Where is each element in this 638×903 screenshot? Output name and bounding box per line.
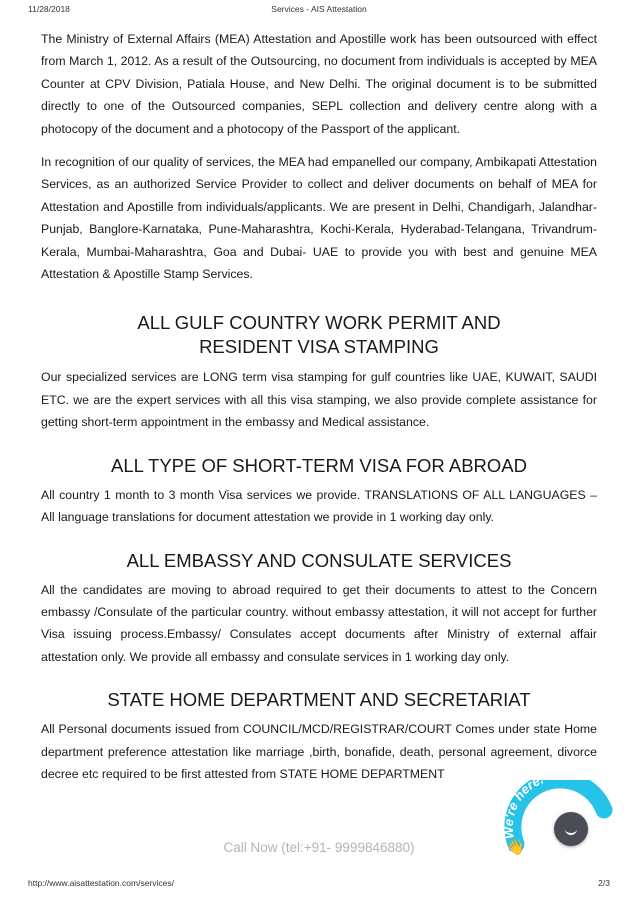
section-heading-short-term-visa: ALL TYPE OF SHORT-TERM VISA FOR ABROAD xyxy=(110,454,527,476)
wave-emoji-icon: 👋 xyxy=(506,839,525,856)
call-now-link[interactable]: Call Now (tel:+91- 9999846880) xyxy=(223,840,415,855)
intro-paragraph: In recognition of our quality of services, the MEA had empanelled our company, Ambikapati Attestation Services, as an authorized Service Provider to collect and deliver documents on behalf of MEA for Attestation and Apostille from individuals/applicants. We are present in Delhi, Chandigarh, Jalandhar-Punjab, Banglore-Karnataka, Pune-Maharashtra, Kochi-Kerala, Hyderabad-Telangana, Trivandrum-Kerala, Mumbai-Maharashtra, Goa and Dubai- UAE to provide you with best and genuine MEA Attestation & Apostille Stamp Services. xyxy=(41,155,597,282)
print-date: 11/28/2018 xyxy=(28,4,70,14)
section-body-embassy-services: All the candidates are moving to abroad required to get their documents to attest to the Concern embassy /Consulate of the particular country. without embassy attestation, it will not accept for further Visa issuing process.Embassy/ Consulates accept documents after Ministry of external affair attestation only. We provide all embassy and consulate services in 1 working day only. xyxy=(41,582,597,664)
chat-badge-text: We're here xyxy=(500,780,543,840)
print-page-title: Services - AIS Attestation xyxy=(271,4,367,14)
smile-icon xyxy=(565,827,577,835)
section-body-gulf-visa: Our specialized services are LONG term visa stamping for gulf countries like UAE, KUWAIT, SAUDI ETC. we are the expert services with all this visa stamping, we also provide complete assistance for getting short-term appointment in the embassy and Medical assistance. xyxy=(41,370,597,430)
section-heading-state-home-dept: STATE HOME DEPARTMENT AND SECRETARIAT xyxy=(107,689,531,711)
page-number: 2/3 xyxy=(598,878,610,888)
section-body-state-home-dept: All Personal documents issued from COUNCIL/MCD/REGISTRAR/COURT Comes under state Home department preference attestation like marriage ,birth, bonafide, death, personal agreement, divorce decree etc required to be first attested from STATE HOME DEPARTMENT xyxy=(41,722,597,781)
section-body-short-term-visa: All country 1 month to 3 month Visa services we provide. TRANSLATIONS OF ALL LANGUAGES – All language translations for document attestation we provide in 1 working day only. xyxy=(41,487,597,525)
section-heading-gulf-visa: ALL GULF COUNTRY WORK PERMIT AND RESIDENT VISA STAMPING xyxy=(137,312,501,358)
print-url: http://www.aisattestation.com/services/ xyxy=(28,878,174,888)
print-footer xyxy=(28,878,610,892)
chat-widget[interactable] xyxy=(500,780,620,870)
intro-paragraph: The Ministry of External Affairs (MEA) Attestation and Apostille work has been outsourced with effect from March 1, 2012. As a result of the Outsourcing, no document from individuals is accepted by MEA Counter at CPV Division, Patiala House, and New Delhi. The original document is to be submitted directly to one of the Outsourced companies, SEPL collection and delivery centre along with a photocopy of the document and a photocopy of the Passport of the applicant. xyxy=(41,32,597,136)
section-heading-embassy-services: ALL EMBASSY AND CONSULATE SERVICES xyxy=(126,549,512,571)
print-header xyxy=(28,4,610,18)
chat-bubble-icon[interactable] xyxy=(554,812,588,846)
main-content xyxy=(41,28,597,796)
